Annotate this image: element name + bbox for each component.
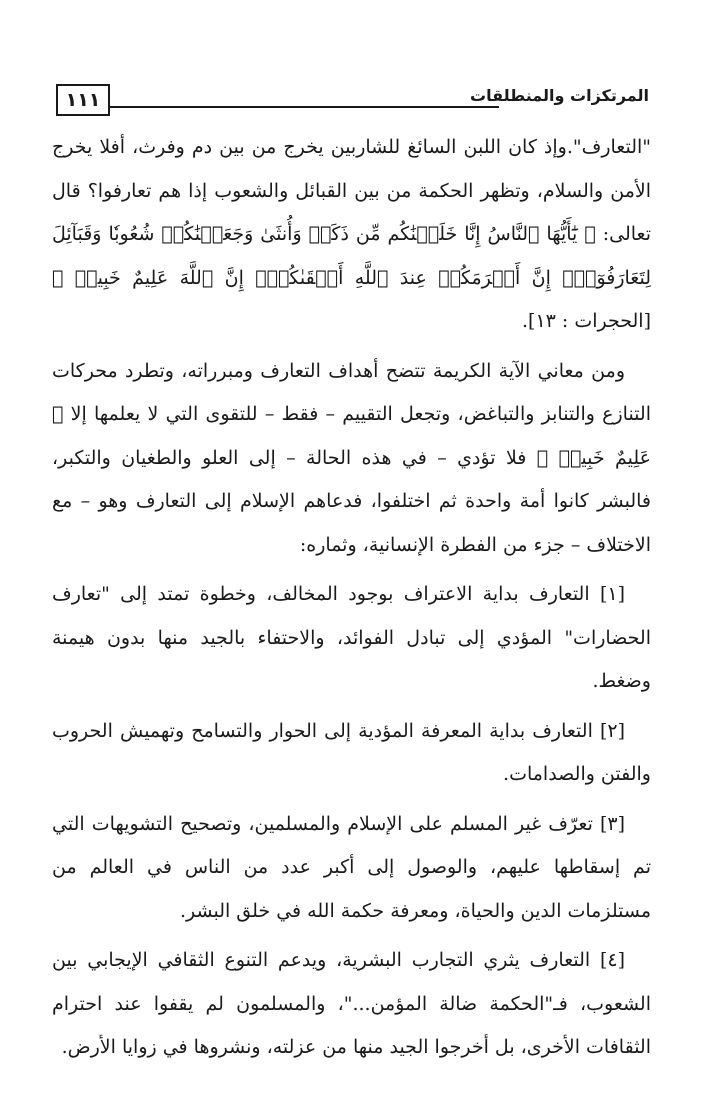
list-item-2: [٢] التعارف بداية المعرفة المؤدية إلى الحوار والتسامح وتهميش الحروب والفتن والصدامات. (52, 719, 651, 785)
paragraph-1: "التعارف".وإذ كان اللبن السائغ للشاربين يخرج من بين دم وفرث، أفلا يخرج الأمن والسلام، وتظهر الحكمة من بين القبائل والشعوب إذا هم تعارفوا؟ قال تعالى: ﴿ يَٰٓأَيُّهَا ٱلنَّاسُ إِنَّا خَلَقۡنَٰكُم مِّن ذَكَرٖ وَأُنثَىٰ وَجَعَلۡنَٰكُمۡ شُعُوبٗا وَقَبَآئِلَ لِتَعَارَفُوٓاْۚ إِنَّ أَكۡرَمَكُمۡ عِندَ ٱللَّهِ أَتۡقَىٰكُمۡۚ إِنَّ ٱللَّهَ عَلِيمٌ خَبِيرٞ ﴾ [الحجرات : ١٣]. (52, 136, 651, 332)
header-rule (110, 106, 499, 108)
list-item-4: [٤] التعارف يثري التجارب البشرية، ويدعم التنوع الثقافي الإيجابي بين الشعوب، فـ"الحكمة ضالة المؤمن..."، والمسلمون لم يقفوا عند احترام الثقافات الأخرى، بل أخرجوا الجيد منها من عزلته، ونشروها في زوايا الأرض. (52, 949, 651, 1058)
page-number: ١١١ (56, 84, 110, 116)
running-title: المرتكزات والمنطلقات (470, 86, 649, 105)
list-item-3: [٣] تعرّف غير المسلم على الإسلام والمسلمين، وتصحيح التشويهات التي تم إسقاطها عليهم، والوصول إلى أكبر عدد من الناس في العالم من مستلزمات الدين والحياة، ومعرفة حكمة الله في خلق البشر. (52, 812, 651, 922)
running-header (56, 82, 649, 118)
paragraph-2: ومن معاني الآية الكريمة تتضح أهداف التعارف ومبرراته، وتطرد محركات التنازع والتنابز والتباغض، وتجعل التقييم – فقط – للتقوى التي لا يعلمها إلا ﴿ عَلِيمٌ خَبِيرٞ ﴾ فلا تؤدي – في هذه الحالة – إلى العلو والطغيان والتكبر، فالبشر كانوا أمة واحدة ثم اختلفوا، فدعاهم الإسلام إلى التعارف وهو – مع الاختلاف – جزء من الفطرة الإنسانية، وثماره: (52, 359, 651, 556)
list-item-1: [١] التعارف بداية الاعتراف بوجود المخالف، وخطوة تمتد إلى "تعارف الحضارات" المؤدي إلى تبادل الفوائد، والاحتفاء بالجيد منها بدون هيمنة وضغط. (52, 583, 651, 692)
body-text (52, 126, 651, 1070)
